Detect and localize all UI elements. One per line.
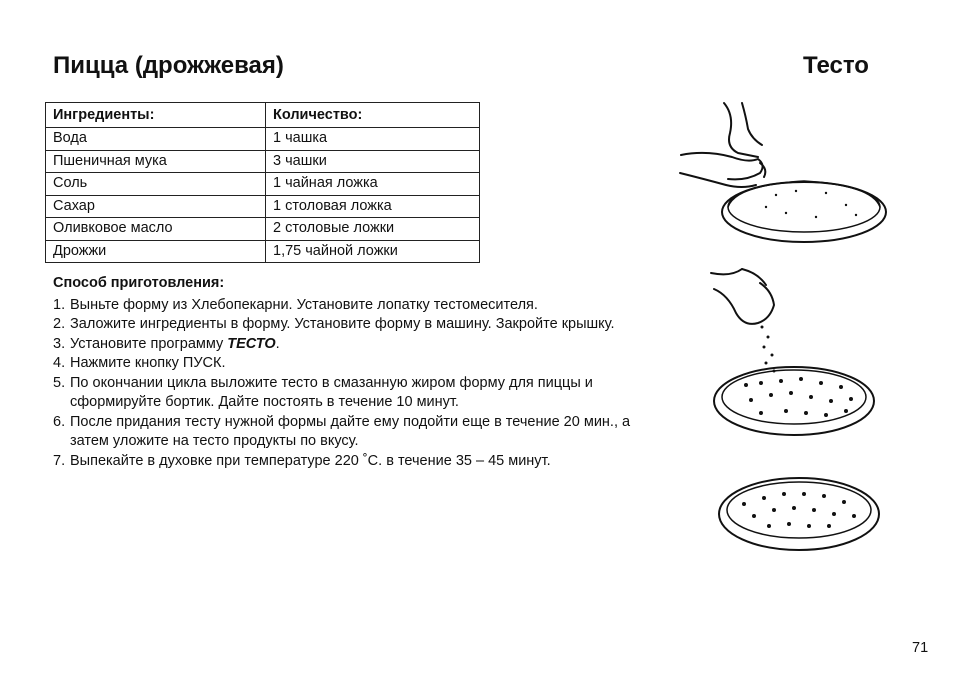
- step-text: По окончании цикла выложите тесто в смазанную жиром форму для пиццы и сформируйте бортик. Дайте постоять в течение 10 минут.: [70, 374, 593, 410]
- ingredient-cell: Сахар: [46, 195, 266, 218]
- method-step: [53, 315, 653, 335]
- method-step: [53, 296, 653, 316]
- finished-pizza-illustration: [714, 470, 884, 555]
- ingredient-cell: Оливковое масло: [46, 218, 266, 241]
- page-number: 71: [912, 640, 929, 656]
- table-row: [46, 173, 480, 196]
- section-title: Тесто: [803, 52, 869, 79]
- method-steps: [53, 296, 653, 472]
- column-header-quantity: Количество:: [266, 103, 480, 128]
- method-section: [53, 274, 653, 471]
- method-step: [53, 374, 653, 413]
- table-row: [46, 128, 480, 151]
- ingredient-cell: Соль: [46, 173, 266, 196]
- method-step: [53, 452, 653, 472]
- table-row: [46, 218, 480, 241]
- ingredient-cell: Вода: [46, 128, 266, 151]
- quantity-cell: 1 чашка: [266, 128, 480, 151]
- method-step: [53, 354, 653, 374]
- hand-sprinkling-toppings-illustration: [706, 265, 891, 455]
- quantity-cell: 1 столовая ложка: [266, 195, 480, 218]
- column-header-ingredients: Ингредиенты:: [46, 103, 266, 128]
- quantity-cell: 1,75 чайной ложки: [266, 240, 480, 263]
- method-step: [53, 413, 653, 452]
- step-number: 5.: [53, 374, 66, 391]
- page-title: Пицца (дрожжевая): [53, 52, 284, 79]
- step-text-end: .: [275, 335, 280, 352]
- method-step: [53, 335, 653, 355]
- step-number: 7.: [53, 452, 66, 469]
- step-text: Установите программу: [70, 335, 228, 352]
- step-number: 4.: [53, 355, 66, 371]
- ingredient-cell: Дрожжи: [46, 240, 266, 263]
- ingredients-table: [45, 102, 480, 263]
- program-name: ТЕСТО: [227, 335, 276, 352]
- step-number: 3.: [53, 335, 66, 352]
- step-number: 6.: [53, 413, 66, 430]
- ingredient-cell: Пшеничная мука: [46, 150, 266, 173]
- step-text: Выпекайте в духовке при температуре 220 ˚С. в течение 35 – 45 минут.: [70, 452, 551, 469]
- quantity-cell: 2 столовые ложки: [266, 218, 480, 241]
- step-text: Выньте форму из Хлебопекарни. Установите лопатку тестомесителя.: [70, 296, 538, 313]
- step-text: Заложите ингредиенты в форму. Установите форму в машину. Закройте крышку.: [70, 316, 615, 332]
- step-text: После придания тесту нужной формы дайте ему подойти еще в течение 20 мин., а затем уложите на тесто продукты по вкусу.: [70, 413, 631, 449]
- quantity-cell: 1 чайная ложка: [266, 173, 480, 196]
- quantity-cell: 3 чашки: [266, 150, 480, 173]
- table-header-row: [46, 103, 480, 128]
- method-heading: Способ приготовления:: [53, 275, 225, 291]
- step-text: Нажмите кнопку ПУСК.: [70, 355, 226, 371]
- step-number: 2.: [53, 316, 66, 332]
- table-row: [46, 195, 480, 218]
- step-number: 1.: [53, 296, 66, 313]
- table-row: [46, 150, 480, 173]
- hands-shaping-dough-illustration: [676, 95, 891, 245]
- table-row: [46, 240, 480, 263]
